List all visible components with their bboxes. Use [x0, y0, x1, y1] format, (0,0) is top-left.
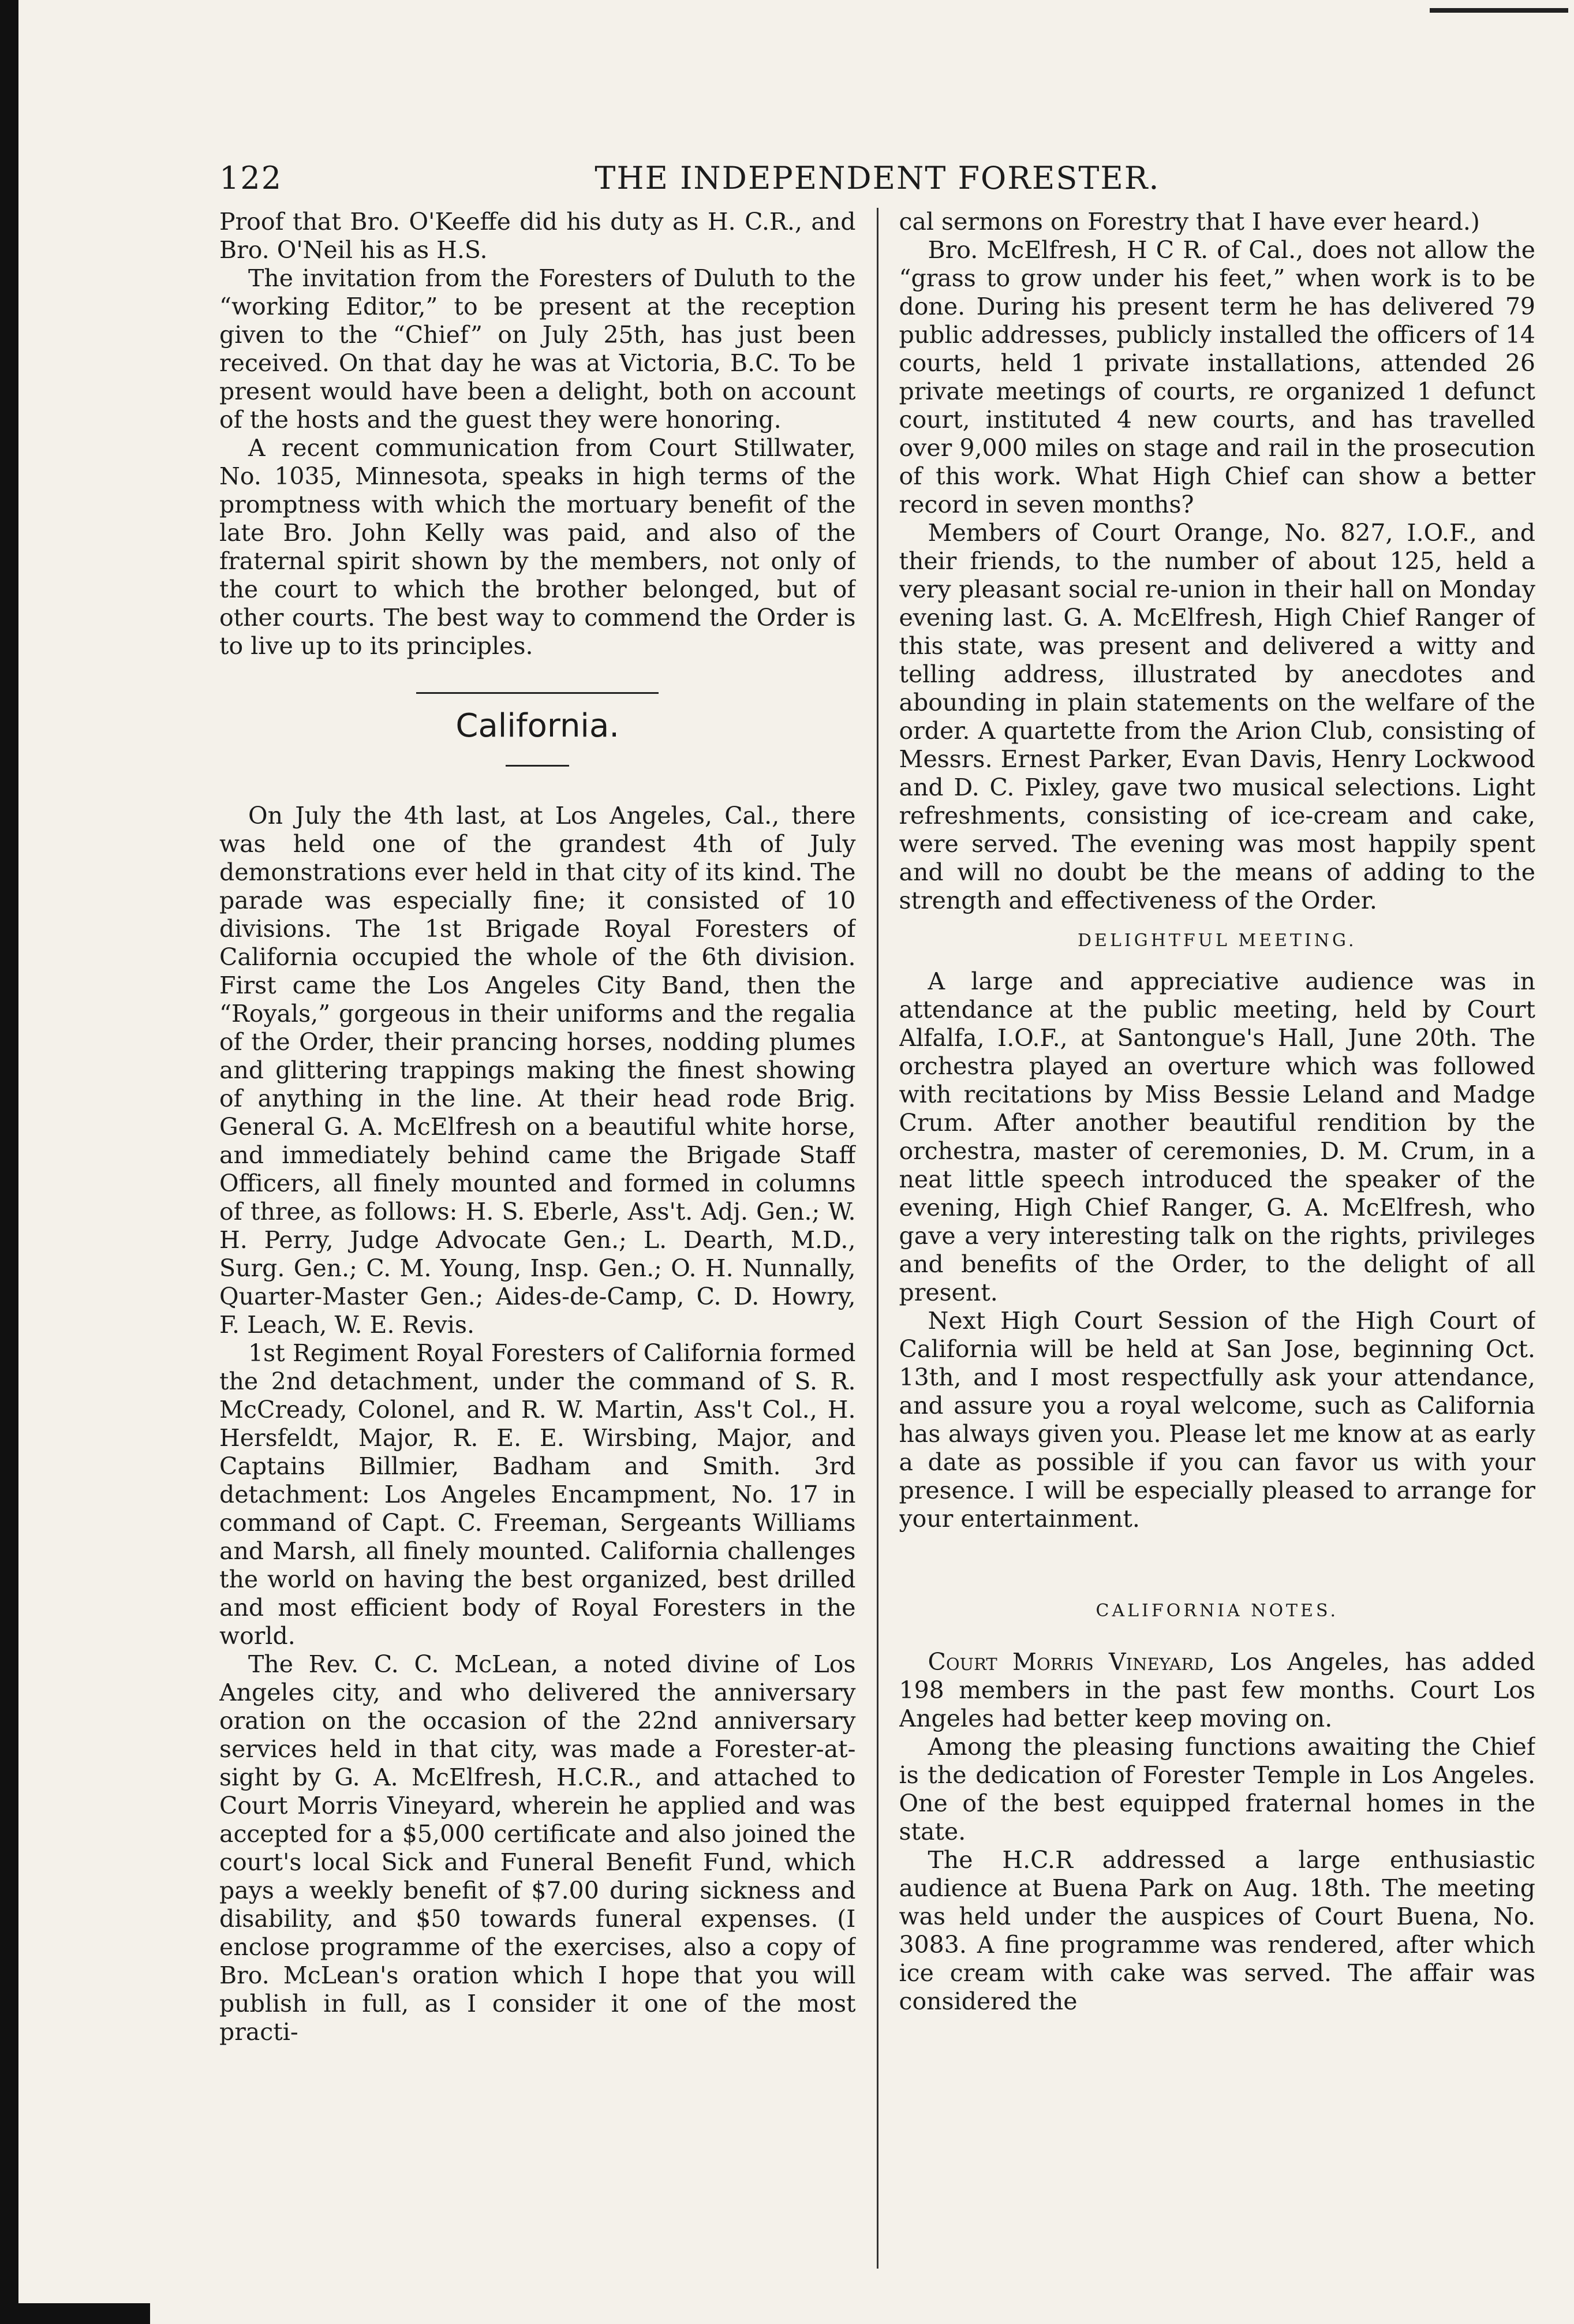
paragraph: On July the 4th last, at Los Angeles, Cal., there was held one of the grandest 4th of July demonstrations ever held in that city of its kind. The parade was especially fine; it consisted of 10 divisions. The 1st Brigade Royal Foresters of California occupied the whole of the 6th division. First came the Los Angeles City Band, then the “Royals,” gorgeous in their uniforms and the regalia of the Order, their prancing horses, nodding plumes and glittering trappings making the finest showing of anything in the line. At their head rode Brig. General G. A. McElfresh on a beautiful white horse, and immediately behind came the Brigade Staff Officers, all finely mounted and formed in columns of three, as follows: H. S. Eberle, Ass't. Adj. Gen.; W. H. Perry, Judge Advocate Gen.; L. Dearth, M.D., Surg. Gen.; C. M. Young, Insp. Gen.; O. H. Nunnally, Quarter-Master Gen.; Aides-de-Camp, C. D. Howry, F. Leach, W. E. Revis. [219, 802, 856, 1339]
scan-edge-bottom [0, 2303, 150, 2324]
subheading: CALIFORNIA NOTES. [1096, 1601, 1339, 1621]
paragraph: A large and appreciative audience was in attendance at the public meeting, held by Court Alfalfa, I.O.F., at Santongue's Hall, June 20th. The orchestra played an overture which was followed with recitations by Miss Bessie Leland and Madge Crum. After another beautiful rendition by the orchestra, master of ceremonies, D. M. Crum, in a neat little speech introduced the speaker of the evening, High Chief Ranger, G. A. McElfresh, who gave a very interesting talk on the rights, privileges and benefits of the Order, to the delight of all present. [899, 967, 1535, 1306]
page-header [219, 133, 1535, 196]
paragraph: The Rev. C. C. McLean, a noted divine of Los Angeles city, and who delivered the anniversary oration on the occasion of the 22nd anniversary services held in that city, was made a Forester-at-sight by G. A. McElfresh, H.C.R., and attached to Court Morris Vineyard, wherein he applied and was accepted for a $5,000 certificate and also joined the court's local Sick and Funeral Benefit Fund, which pays a weekly benefit of $7.00 during sickness and disability, and $50 towards funeral expenses. (I enclose programme of the exercises, also a copy of Bro. McLean's oration which I hope that you will publish in full, as I consider it one of the most practi- [219, 1650, 856, 2046]
paragraph: A recent communication from Court Stillwater, No. 1035, Minnesota, speaks in high terms of the promptness with which the mortuary benefit of the late Bro. John Kelly was paid, and also of the fraternal spirit shown by the members, not only of the court to which the brother belonged, but of other courts. The best way to commend the Order is to live up to its principles. [219, 434, 856, 660]
text-columns [219, 208, 1535, 2269]
paragraph: The H.C.R addressed a large enthusiastic audience at Buena Park on Aug. 18th. The meeting was held under the auspices of Court Buena, No. 3083. A fine programme was rendered, after which ice cream with cake was served. The affair was considered the [899, 1846, 1535, 2015]
subheading: DELIGHTFUL MEETING. [1078, 931, 1357, 951]
page-number: 122 [219, 160, 283, 196]
paragraph: cal sermons on Forestry that I have ever heard.) [899, 208, 1480, 236]
paragraph: Proof that Bro. O'Keeffe did his duty as H. C.R., and Bro. O'Neil his as H.S. [219, 208, 856, 264]
paragraph: Bro. McElfresh, H C R. of Cal., does not allow the “grass to grow under his feet,” when work is to be done. During his present term he has delivered 79 public addresses, publicly installed the officers of 14 courts, held 1 private installations, attended 26 private meetings of courts, re organized 1 defunct court, instituted 4 new courts, and has travelled over 9,000 miles on stage and rail in the prosecution of this work. What High Chief can show a better record in seven months? [899, 236, 1535, 518]
paragraph: The invitation from the Foresters of Duluth to the “working Editor,” to be present at the reception given to the “Chief” on July 25th, has just been received. On that day he was at Victoria, B.C. To be present would have been a delight, both on account of the hosts and the guest they were honoring. [219, 264, 856, 434]
paragraph-text: Los Angeles, has added 198 members in the past few months. Court Los Angeles had better keep moving on. [899, 1648, 1535, 1732]
scan-edge-left [0, 0, 18, 2324]
paragraph: Next High Court Session of the High Court of California will be held at San Jose, beginning Oct. 13th, and I most respectfully ask your attendance, and assure you a royal welcome, such as California has always given you. Please let me know at as early a date as possible if you can favor us with your presence. I will be especially pleased to arrange for your entertainment. [899, 1307, 1535, 1533]
right-column [899, 208, 1536, 2269]
court-name-lead: Court Morris Vineyard, [928, 1648, 1215, 1676]
section-divider [219, 672, 856, 700]
paragraph: Members of Court Orange, No. 827, I.O.F., and their friends, to the number of about 125, held a very pleasant social re-union in their hall on Monday evening last. G. A. McElfresh, High Chief Ranger of this state, was present and delivered a witty and telling address, illustrated by anecdotes and abounding in plain statements on the welfare of the order. A quartette from the Arion Club, consisting of Messrs. Ernest Parker, Evan Davis, Henry Lockwood and D. C. Pixley, gave two musical selections. Light refreshments, consisting of ice-cream and cake, were served. The evening was most happily spent and will no doubt be the means of adding to the strength and effectiveness of the Order. [899, 519, 1535, 914]
section-heading: California. [455, 707, 620, 745]
newspaper-page [219, 133, 1535, 2269]
heading-rule [219, 745, 856, 773]
paragraph: 1st Regiment Royal Foresters of California formed the 2nd detachment, under the command of S. R. McCready, Colonel, and R. W. Martin, Ass't Col., H. Hersfeldt, Major, R. E. E. Wirsbing, Major, and Captains Billmier, Badham and Smith. 3rd detachment: Los Angeles Encampment, No. 17 in command of Capt. C. Freeman, Sergeants Williams and Marsh, all finely mounted. California challenges the world on having the best organized, best drilled and most efficient body of Royal Foresters in the world. [219, 1339, 856, 1650]
column-rule [877, 208, 878, 2269]
paragraph: Among the pleasing functions awaiting the Chief is the dedication of Forester Temple in Los Angeles. One of the best equipped fraternal homes in the state. [899, 1733, 1535, 1845]
scan-edge-top [1430, 8, 1568, 13]
page-title: THE INDEPENDENT FORESTER. [595, 160, 1160, 196]
left-column [219, 208, 856, 2269]
paragraph [899, 1648, 1536, 1733]
